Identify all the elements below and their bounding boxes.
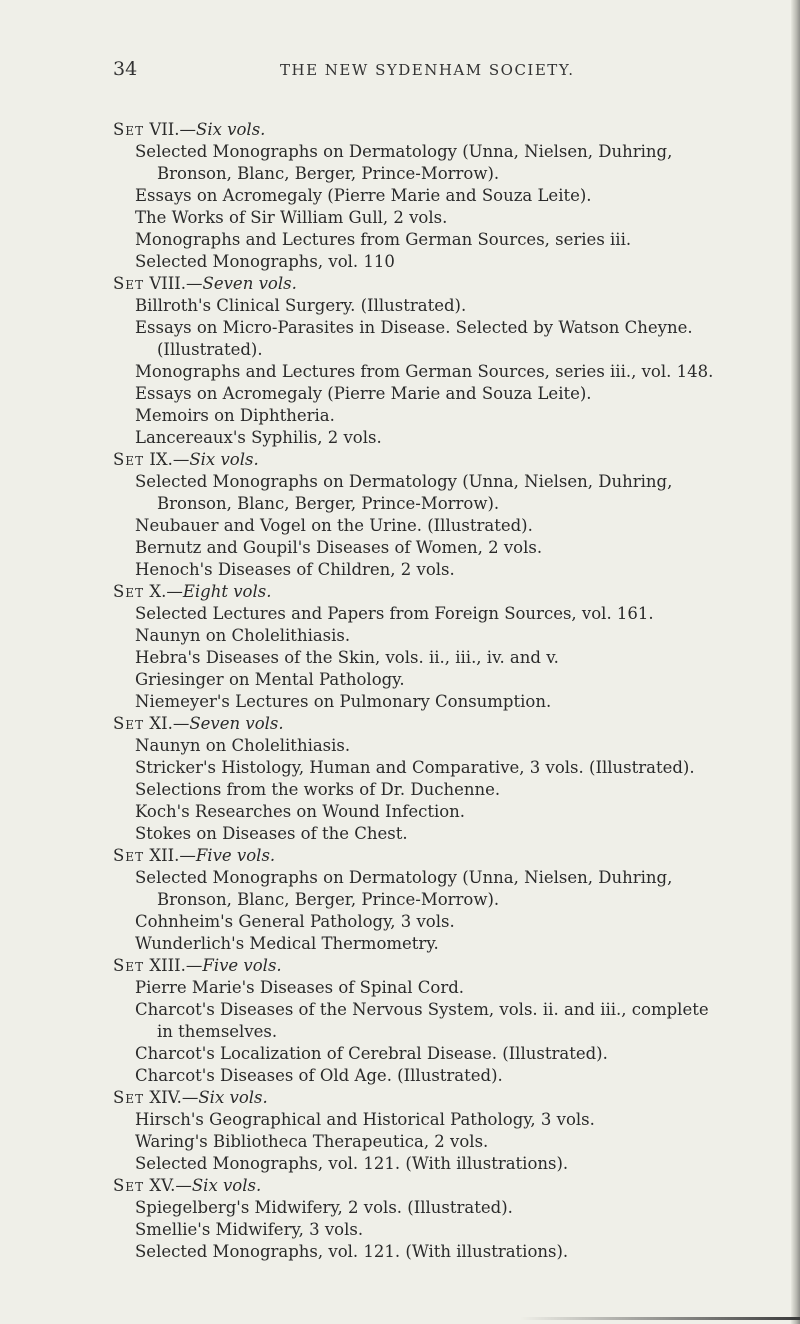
set-heading: Set XI.—Seven vols.: [113, 714, 284, 733]
entry-line: Selected Monographs, vol. 121. (With illustrations).: [135, 1242, 569, 1261]
set-entry: [135, 251, 773, 273]
set-entry: [135, 229, 773, 251]
entry-line: Billroth's Clinical Surgery. (Illustrated).: [135, 296, 467, 315]
set-entry: [135, 141, 773, 185]
set-entry: [135, 1197, 773, 1219]
set-entry: [135, 735, 773, 757]
set-volume-count: Six vols.: [196, 120, 266, 139]
entry-line: Hirsch's Geographical and Historical Pathology, 3 vols.: [135, 1110, 595, 1129]
set-entry: [135, 471, 773, 515]
set-number: VIII.: [149, 274, 187, 293]
set-entry: [135, 207, 773, 229]
entry-line: Neubauer and Vogel on the Urine. (Illustrated).: [135, 516, 533, 535]
entry-line: Essays on Acromegaly (Pierre Marie and Souza Leite).: [135, 384, 592, 403]
set-section: [113, 119, 773, 273]
set-section: [113, 955, 773, 1087]
set-volume-count: Eight vols.: [182, 582, 272, 601]
set-entry: [135, 537, 773, 559]
set-entry: [135, 1065, 773, 1087]
entry-line: Selected Monographs, vol. 110: [135, 252, 395, 271]
set-entry: [135, 691, 773, 713]
set-section: [113, 713, 773, 845]
entry-line: in themselves.: [157, 1022, 278, 1041]
set-entry: [135, 295, 773, 317]
set-heading: Set XIII.—Five vols.: [113, 956, 282, 975]
entry-line: Naunyn on Cholelithiasis.: [135, 736, 351, 755]
entry-line: Bronson, Blanc, Berger, Prince-Morrow).: [157, 494, 500, 513]
set-entry: [135, 1043, 773, 1065]
set-entry: [135, 185, 773, 207]
set-heading: Set IX.—Six vols.: [113, 450, 259, 469]
set-heading: Set XV.—Six vols.: [113, 1176, 262, 1195]
entry-line: Bernutz and Goupil's Diseases of Women, 2 vols.: [135, 538, 543, 557]
set-volume-count: Five vols.: [195, 846, 276, 865]
set-number: XIII.: [149, 956, 186, 975]
entry-line: Selected Monographs, vol. 121. (With illustrations).: [135, 1154, 569, 1173]
set-volume-count: Six vols.: [191, 1176, 262, 1195]
entry-line: Koch's Researches on Wound Infection.: [135, 802, 466, 821]
set-entry: [135, 1131, 773, 1153]
entry-line: Hebra's Diseases of the Skin, vols. ii., iii., iv. and v.: [135, 648, 559, 667]
entry-line: Selected Monographs on Dermatology (Unna, Nielsen, Duhring,: [135, 868, 673, 887]
page-number: 34: [113, 58, 138, 80]
set-entry: [135, 977, 773, 999]
set-entry: [135, 757, 773, 779]
set-entry: [135, 647, 773, 669]
set-entry: [135, 933, 773, 955]
set-number: VII.: [149, 120, 180, 139]
entry-line: Monographs and Lectures from German Sources, series iii., vol. 148.: [135, 362, 714, 381]
set-number: X.: [149, 582, 167, 601]
set-entry: [135, 779, 773, 801]
set-section: [113, 1087, 773, 1175]
set-entry: [135, 515, 773, 537]
set-entry: [135, 383, 773, 405]
set-section: [113, 449, 773, 581]
entry-line: Waring's Bibliotheca Therapeutica, 2 vols.: [135, 1132, 489, 1151]
set-heading: Set VII.—Six vols.: [113, 120, 266, 139]
set-section: [113, 581, 773, 713]
entry-line: Selected Monographs on Dermatology (Unna, Nielsen, Duhring,: [135, 472, 673, 491]
page-edge-shadow: [791, 0, 800, 1324]
set-label: Set: [113, 450, 145, 469]
set-section: [113, 1175, 773, 1263]
set-label: Set: [113, 714, 145, 733]
set-entry: [135, 1241, 773, 1263]
set-label: Set: [113, 274, 145, 293]
set-entry: [135, 867, 773, 911]
entry-line: Niemeyer's Lectures on Pulmonary Consumption.: [135, 692, 552, 711]
set-label: Set: [113, 582, 145, 601]
entry-line: Selections from the works of Dr. Duchenne.: [135, 780, 501, 799]
set-number: XI.: [149, 714, 173, 733]
set-label: Set: [113, 956, 145, 975]
entry-line: Naunyn on Cholelithiasis.: [135, 626, 351, 645]
set-list: [113, 119, 773, 1263]
set-entry: [135, 1109, 773, 1131]
entry-line: (Illustrated).: [157, 340, 263, 359]
set-entry: [135, 361, 773, 383]
set-entry: [135, 317, 773, 361]
entry-line: Smellie's Midwifery, 3 vols.: [135, 1220, 364, 1239]
entry-line: Charcot's Diseases of Old Age. (Illustrated).: [135, 1066, 503, 1085]
set-entry: [135, 1153, 773, 1175]
set-volume-count: Six vols.: [198, 1088, 268, 1107]
set-label: Set: [113, 1176, 145, 1195]
set-entry: [135, 801, 773, 823]
set-heading: Set X.—Eight vols.: [113, 582, 272, 601]
set-label: Set: [113, 120, 145, 139]
set-entry: [135, 1219, 773, 1241]
set-entry: [135, 427, 773, 449]
entry-line: Stricker's Histology, Human and Comparative, 3 vols. (Illustrated).: [135, 758, 695, 777]
set-entry: [135, 559, 773, 581]
entry-line: Essays on Acromegaly (Pierre Marie and Souza Leite).: [135, 186, 592, 205]
set-entry: [135, 405, 773, 427]
entry-line: The Works of Sir William Gull, 2 vols.: [135, 208, 448, 227]
set-label: Set: [113, 1088, 145, 1107]
entry-line: Charcot's Localization of Cerebral Disease. (Illustrated).: [135, 1044, 608, 1063]
set-entry: [135, 911, 773, 933]
set-volume-count: Five vols.: [202, 956, 282, 975]
set-entry: [135, 823, 773, 845]
bottom-edge-shadow: [520, 1317, 800, 1320]
set-heading: Set XII.—Five vols.: [113, 846, 276, 865]
set-number: IX.: [149, 450, 173, 469]
entry-line: Wunderlich's Medical Thermometry.: [135, 934, 439, 953]
set-number: XIV.: [149, 1088, 182, 1107]
set-volume-count: Seven vols.: [202, 274, 297, 293]
entry-line: Charcot's Diseases of the Nervous System, vols. ii. and iii., complete: [135, 1000, 709, 1019]
set-section: [113, 273, 773, 449]
set-entry: [135, 999, 773, 1043]
set-section: [113, 845, 773, 955]
set-volume-count: Seven vols.: [189, 714, 284, 733]
entry-line: Monographs and Lectures from German Sources, series iii.: [135, 230, 632, 249]
entry-line: Essays on Micro-Parasites in Disease. Selected by Watson Cheyne.: [135, 318, 693, 337]
set-entry: [135, 603, 773, 625]
entry-line: Memoirs on Diphtheria.: [135, 406, 335, 425]
entry-line: Selected Lectures and Papers from Foreign Sources, vol. 161.: [135, 604, 654, 623]
entry-line: Bronson, Blanc, Berger, Prince-Morrow).: [157, 164, 500, 183]
page-header: [0, 58, 800, 84]
entry-line: Bronson, Blanc, Berger, Prince-Morrow).: [157, 890, 500, 909]
entry-line: Lancereaux's Syphilis, 2 vols.: [135, 428, 382, 447]
entry-line: Stokes on Diseases of the Chest.: [135, 824, 408, 843]
set-heading: Set XIV.—Six vols.: [113, 1088, 268, 1107]
set-number: XII.: [149, 846, 180, 865]
entry-line: Pierre Marie's Diseases of Spinal Cord.: [135, 978, 465, 997]
set-volume-count: Six vols.: [189, 450, 259, 469]
set-heading: Set VIII.—Seven vols.: [113, 274, 297, 293]
entry-line: Henoch's Diseases of Children, 2 vols.: [135, 560, 455, 579]
entry-line: Cohnheim's General Pathology, 3 vols.: [135, 912, 455, 931]
entry-line: Griesinger on Mental Pathology.: [135, 670, 405, 689]
running-head: THE NEW SYDENHAM SOCIETY.: [280, 61, 575, 79]
entry-line: Selected Monographs on Dermatology (Unna, Nielsen, Duhring,: [135, 142, 673, 161]
set-label: Set: [113, 846, 145, 865]
set-number: XV.: [149, 1176, 176, 1195]
set-entry: [135, 669, 773, 691]
set-entry: [135, 625, 773, 647]
entry-line: Spiegelberg's Midwifery, 2 vols. (Illustrated).: [135, 1198, 513, 1217]
